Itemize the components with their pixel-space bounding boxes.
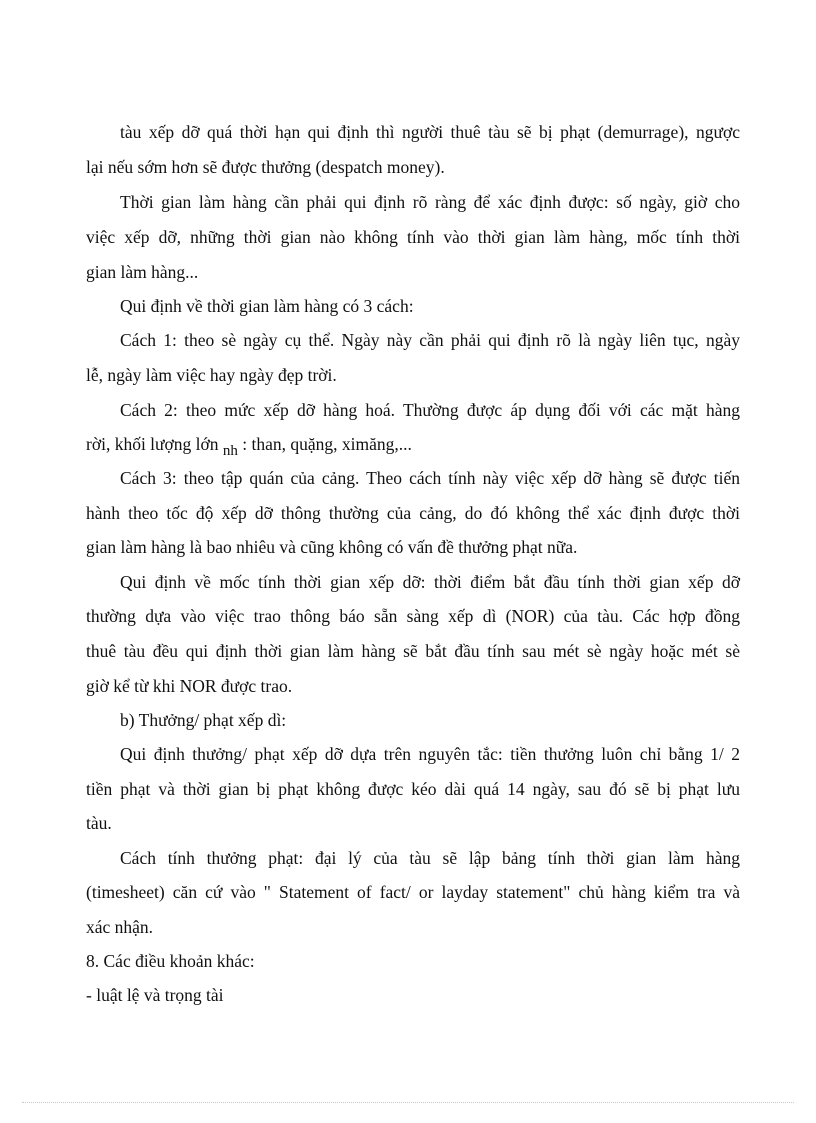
- paragraph-line: Cách 3: theo tập quán của cảng. Theo cách tính này việc xếp dỡ hàng sẽ được tiến: [120, 468, 740, 488]
- paragraph-line: thuê tàu đều qui định thời gian làm hàng sẽ bắt đầu tính sau mét sè ngày hoặc mét sè: [86, 641, 740, 661]
- paragraph-line: Cách 1: theo sè ngày cụ thể. Ngày này cần phải qui định rõ là ngày liên tục, ngày: [120, 330, 740, 350]
- subscript-text: nh: [222, 443, 238, 459]
- paragraph-line: tàu xếp dỡ quá thời hạn qui định thì người thuê tàu sẽ bị phạt (demurrage), ngược: [120, 122, 740, 142]
- paragraph-line: việc xếp dỡ, những thời gian nào không tính vào thời gian làm hàng, mốc tính thời: [86, 227, 740, 247]
- paragraph-line: xác nhận.: [86, 917, 154, 937]
- paragraph-text: : than, quặng, ximăng,...: [237, 434, 412, 454]
- paragraph-line: tiền phạt và thời gian bị phạt không được kéo dài quá 14 ngày, sau đó sẽ bị phạt lưu: [86, 779, 740, 799]
- paragraph-line: Thời gian làm hàng cần phải qui định rõ ràng để xác định được: số ngày, giờ cho: [120, 192, 740, 212]
- paragraph-text: rời, khối lượng lớn: [86, 434, 219, 454]
- section-heading: b) Thưởng/ phạt xếp dì:: [120, 710, 287, 730]
- paragraph-line: lễ, ngày làm việc hay ngày đẹp trời.: [86, 365, 337, 385]
- paragraph-line: gian làm hàng là bao nhiêu và cũng không có vấn đề thưởng phạt nữa.: [86, 537, 578, 557]
- paragraph-line: thường dựa vào việc trao thông báo sẵn sàng xếp dì (NOR) của tàu. Các hợp đồng: [86, 606, 740, 626]
- paragraph-line: Qui định về thời gian làm hàng có 3 cách:: [120, 296, 414, 316]
- paragraph-line: hành theo tốc độ xếp dỡ thông thường của cảng, do đó không thể xác định được thời: [86, 503, 740, 523]
- page-bottom-divider: [22, 1102, 794, 1103]
- paragraph-line: [86, 434, 412, 459]
- paragraph-line: Cách tính thưởng phạt: đại lý của tàu sẽ lập bảng tính thời gian làm hàng: [120, 848, 740, 868]
- paragraph-line: tàu.: [86, 813, 112, 833]
- section-heading: 8. Các điều khoản khác:: [86, 951, 255, 971]
- list-item: - luật lệ và trọng tài: [86, 985, 224, 1005]
- paragraph-line: giờ kể từ khi NOR được trao.: [86, 676, 293, 696]
- paragraph-line: (timesheet) căn cứ vào " Statement of fact/ or layday statement" chủ hàng kiểm tra và: [86, 882, 740, 902]
- paragraph-line: Qui định về mốc tính thời gian xếp dỡ: thời điểm bắt đầu tính thời gian xếp dỡ: [120, 572, 740, 592]
- paragraph-line: gian làm hàng...: [86, 262, 199, 282]
- paragraph-line: lại nếu sớm hơn sẽ được thưởng (despatch money).: [86, 157, 445, 177]
- paragraph-line: Cách 2: theo mức xếp dỡ hàng hoá. Thường được áp dụng đối với các mặt hàng: [120, 400, 740, 420]
- paragraph-line: Qui định thưởng/ phạt xếp dỡ dựa trên nguyên tắc: tiền thưởng luôn chỉ bằng 1/ 2: [120, 744, 740, 764]
